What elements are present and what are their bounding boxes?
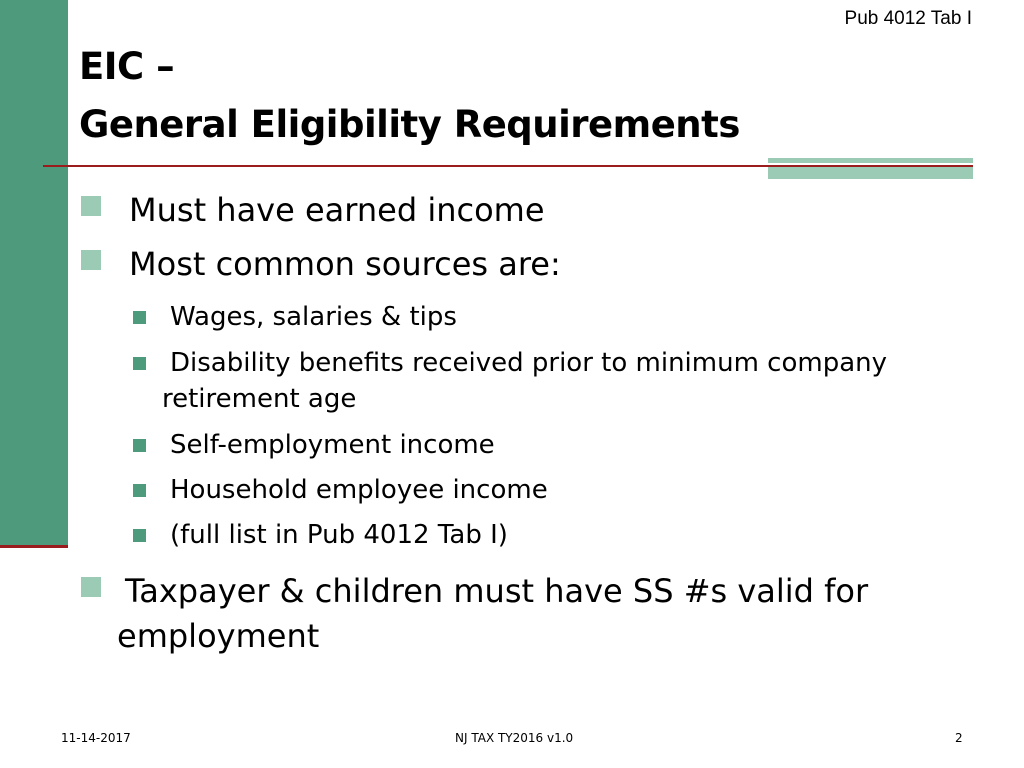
footer-date: 11-14-2017 [61, 731, 131, 745]
sub-bullet-disability-continued [162, 381, 356, 418]
bullet-ss-numbers [81, 571, 868, 611]
left-accent-bar [0, 0, 68, 545]
bullet-text: Must have earned income [129, 191, 545, 229]
bullet-square-icon [81, 196, 101, 216]
bullet-text: Taxpayer & children must have SS #s valid for [125, 572, 869, 610]
footer-page-number: 2 [955, 731, 963, 745]
sub-bullet-square-icon [133, 484, 146, 497]
sub-bullet-text: Wages, salaries & tips [170, 302, 457, 332]
bullet-ss-numbers-continued [117, 616, 319, 656]
sub-bullet-disability [133, 345, 887, 382]
sub-bullet-household [133, 472, 548, 509]
publication-reference: Pub 4012 Tab I [844, 8, 972, 29]
footer-version: NJ TAX TY2016 v1.0 [455, 731, 574, 745]
slide-title-line-1: EIC – [79, 45, 175, 88]
sub-bullet-text: Household employee income [170, 475, 548, 505]
bullet-common-sources [81, 244, 561, 284]
sub-bullet-square-icon [133, 357, 146, 370]
bullet-text: employment [117, 617, 320, 655]
sub-bullet-wages [133, 299, 457, 336]
slide-title [79, 38, 740, 154]
bullet-text: Most common sources are: [129, 245, 561, 283]
bullet-square-icon [81, 250, 101, 270]
sub-bullet-text: (full list in Pub 4012 Tab I) [170, 520, 508, 550]
sub-bullet-text: retirement age [162, 384, 357, 414]
accent-band-thick [768, 167, 973, 179]
sub-bullet-text: Self-employment income [170, 430, 495, 460]
sub-bullet-square-icon [133, 439, 146, 452]
bullet-earned-income [81, 190, 545, 230]
sub-bullet-square-icon [133, 311, 146, 324]
sub-bullet-text: Disability benefits received prior to minimum company [170, 348, 888, 378]
sub-bullet-square-icon [133, 529, 146, 542]
accent-band-thin [768, 158, 973, 163]
sub-bullet-full-list [133, 517, 508, 554]
slide-title-line-2: General Eligibility Requirements [79, 103, 740, 146]
left-accent-underline [0, 545, 68, 548]
bullet-square-icon [81, 577, 101, 597]
sub-bullet-self-employment [133, 427, 495, 464]
accent-strip [768, 158, 973, 180]
